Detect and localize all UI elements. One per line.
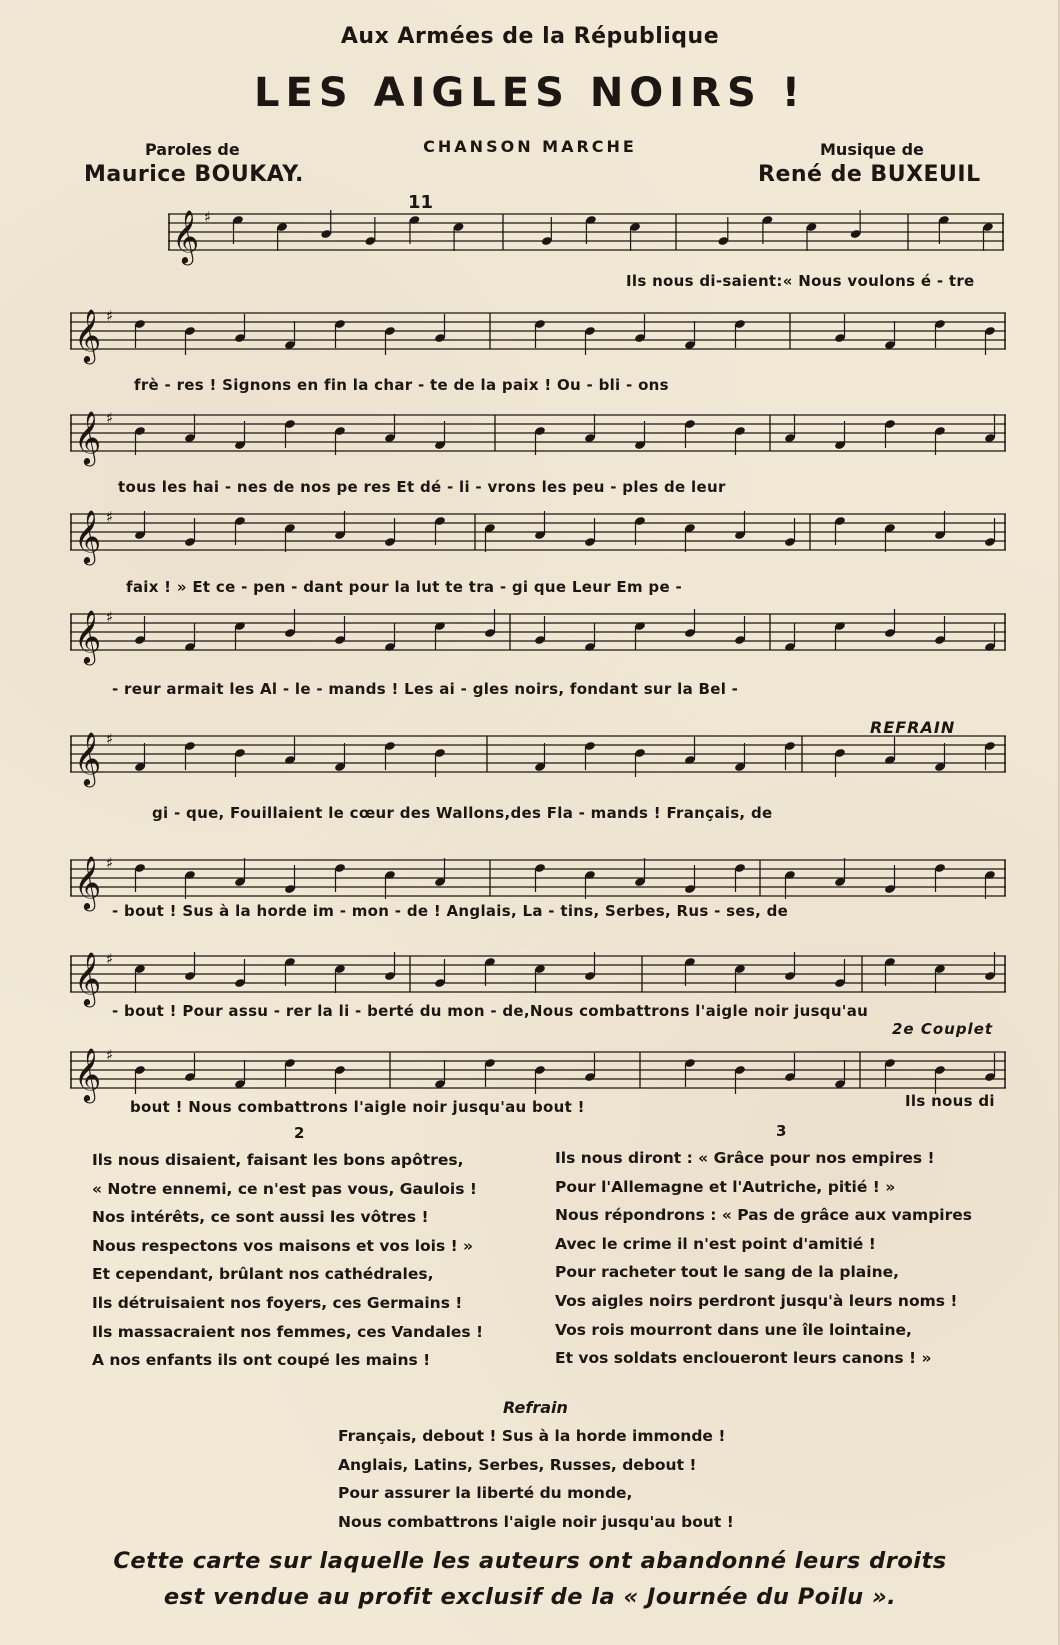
key-sharp-icon: ♯ (106, 730, 114, 748)
footer-line-2: est vendue au profit exclusif de la « Journée du Poilu ». (163, 1584, 897, 1610)
verse-line: Et cependant, brûlant nos cathédrales, (92, 1265, 434, 1284)
verse-line: A nos enfants ils ont coupé les mains ! (92, 1351, 431, 1370)
staff-system (70, 1044, 1010, 1104)
verse-line: Avec le crime il n'est point d'amitié ! (555, 1234, 876, 1253)
lyrics-line-tail: Ils nous di (905, 1092, 995, 1110)
staff-system (70, 305, 1010, 365)
verse-line: Ils détruisaient nos foyers, ces Germains ! (92, 1293, 463, 1312)
verse-line: Pour racheter tout le sang de la plaine, (555, 1263, 900, 1282)
refrain-text (338, 1422, 734, 1536)
verse-2 (92, 1146, 483, 1375)
lyrics-line: Ils nous di-saient:« Nous voulons é - tre (626, 272, 975, 290)
verse-line: Et vos soldats encloueront leurs canons ! » (555, 1349, 932, 1368)
treble-clef-icon: 𝄞 (74, 308, 102, 362)
staff-lines (70, 407, 1010, 467)
lyrics-line: - bout ! Pour assu - rer la li - berté du mon - de,Nous combattrons l'aigle noir jusqu'au (112, 1002, 869, 1020)
verse-line: Vos aigles noirs perdront jusqu'à leurs noms ! (555, 1291, 958, 1310)
composer-label: Musique de (820, 140, 924, 159)
song-title: LES AIGLES NOIRS ! (254, 70, 806, 116)
treble-clef-icon: 𝄞 (74, 609, 102, 663)
staff-lines (70, 1044, 1010, 1104)
staff-lines (70, 506, 1010, 566)
staff-lines (70, 728, 1010, 788)
verse-line: Ils nous disaient, faisant les bons apôtres, (92, 1151, 464, 1169)
key-sharp-icon: ♯ (106, 508, 114, 526)
treble-clef-icon: 𝄞 (172, 209, 200, 263)
treble-clef-icon: 𝄞 (74, 731, 102, 785)
key-sharp-icon: ♯ (204, 208, 212, 226)
verse-line: Nos intérêts, ce sont aussi les vôtres ! (92, 1208, 429, 1227)
staff-system (70, 728, 1010, 788)
treble-clef-icon: 𝄞 (74, 855, 102, 909)
staff-system (70, 606, 1010, 666)
staff-lines (168, 206, 1008, 266)
refrain-heading: Refrain (503, 1398, 568, 1417)
verse-line: Ils massacraient nos femmes, ces Vandales ! (92, 1322, 484, 1341)
key-sharp-icon: ♯ (106, 307, 114, 325)
genre-label: CHANSON MARCHE (423, 137, 637, 156)
staff-system (70, 948, 1010, 1008)
treble-clef-icon: 𝄞 (74, 509, 102, 563)
footer-line-1: Cette carte sur laquelle les auteurs ont abandonné leurs droits (113, 1548, 947, 1574)
verse-2-number: 2 (294, 1124, 305, 1142)
multi-rest-count: 11 (408, 192, 434, 213)
refrain-marker: REFRAIN (870, 718, 956, 737)
footer-note (0, 1543, 1060, 1615)
key-sharp-icon: ♯ (106, 950, 114, 968)
verse-line: Vos rois mourront dans une île lointaine, (555, 1320, 912, 1339)
staff-system (168, 206, 1008, 266)
lyrics-line: faix ! » Et ce - pen - dant pour la lut te tra - gi que Leur Em pe - (126, 578, 682, 596)
verse-line: Pour l'Allemagne et l'Autriche, pitié ! » (555, 1177, 896, 1196)
refrain-line: Anglais, Latins, Serbes, Russes, debout ! (338, 1455, 697, 1474)
staff-lines (70, 305, 1010, 365)
lyrics-line: bout ! Nous combattrons l'aigle noir jusqu'au bout ! (130, 1098, 585, 1116)
staff-system (70, 407, 1010, 467)
lyricist-name: Maurice BOUKAY. (84, 162, 304, 187)
lyrics-line: frè - res ! Signons en fin la char - te de la paix ! Ou - bli - ons (134, 376, 669, 394)
couplet-marker: 2e Couplet (892, 1020, 994, 1038)
refrain-line: Pour assurer la liberté du monde, (338, 1484, 633, 1503)
key-sharp-icon: ♯ (106, 1046, 114, 1064)
key-sharp-icon: ♯ (106, 854, 114, 872)
key-sharp-icon: ♯ (106, 409, 114, 427)
lyricist-label: Paroles de (145, 140, 240, 159)
staff-system (70, 506, 1010, 566)
staff-lines (70, 606, 1010, 666)
key-sharp-icon: ♯ (106, 608, 114, 626)
verse-line: Ils nous diront : « Grâce pour nos empires ! (555, 1149, 935, 1167)
lyrics-line: - reur armait les Al - le - mands ! Les ai - gles noirs, fondant sur la Bel - (112, 680, 739, 698)
verse-3-number: 3 (776, 1122, 787, 1140)
treble-clef-icon: 𝄞 (74, 410, 102, 464)
dedication: Aux Armées de la République (340, 24, 720, 49)
lyrics-line: tous les hai - nes de nos pe res Et dé - li - vrons les peu - ples de leur (118, 478, 726, 496)
composer-name: René de BUXEUIL (758, 162, 981, 187)
verse-line: « Notre ennemi, ce n'est pas vous, Gaulois ! (92, 1179, 477, 1198)
refrain-line: Nous combattrons l'aigle noir jusqu'au bout ! (338, 1512, 734, 1531)
lyrics-line: gi - que, Fouillaient le cœur des Wallons,des Fla - mands ! Français, de (152, 804, 773, 822)
verse-line: Nous répondrons : « Pas de grâce aux vampires (555, 1206, 972, 1225)
lyrics-line: - bout ! Sus à la horde im - mon - de ! Anglais, La - tins, Serbes, Rus - ses, de (112, 902, 789, 920)
verse-3 (555, 1144, 972, 1373)
verse-line: Nous respectons vos maisons et vos lois ! » (92, 1236, 474, 1255)
refrain-line: Français, debout ! Sus à la horde immonde ! (338, 1427, 726, 1445)
staff-lines (70, 948, 1010, 1008)
treble-clef-icon: 𝄞 (74, 1047, 102, 1101)
treble-clef-icon: 𝄞 (74, 951, 102, 1005)
